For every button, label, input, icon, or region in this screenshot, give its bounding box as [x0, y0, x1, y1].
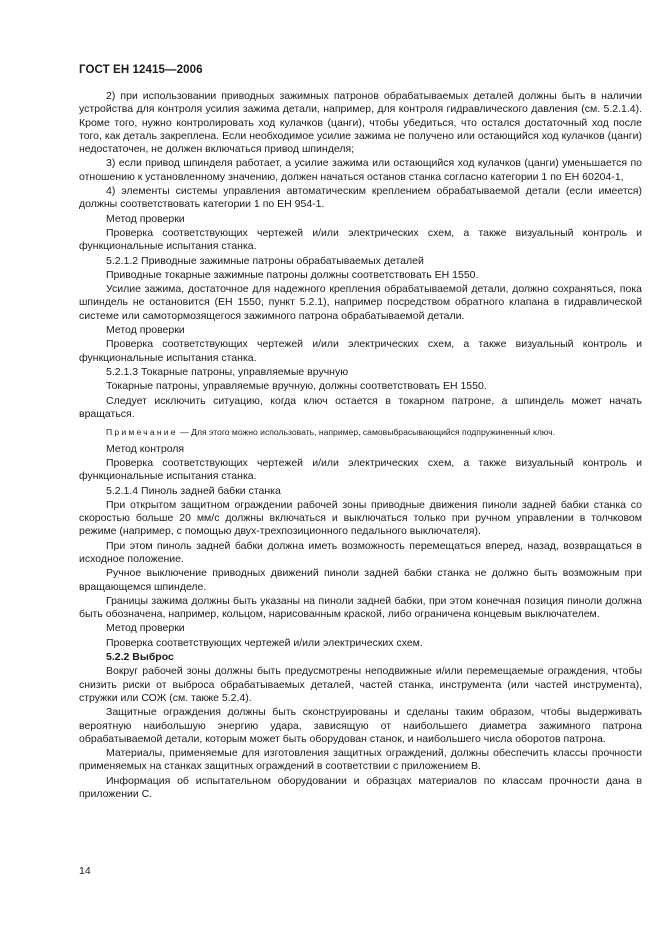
paragraph: 4) элементы системы управления автоматическим креплением обрабатываемой детали (если имеется) должны соответствовать категории 1 по ЕН 954-1.	[79, 185, 642, 211]
paragraph: Проверка соответствующих чертежей и/или электрических схем, а также визуальный контроль и функциональные испытания станка.	[79, 456, 642, 483]
paragraph: Информация об испытательном оборудовании и образцах материалов по классам прочности дана в приложении С.	[79, 774, 642, 801]
paragraph: Ручное выключение приводных движений пиноли задней бабки станка не должно быть возможным при вращающемся шпинделе.	[79, 567, 642, 593]
document-body	[79, 90, 642, 802]
paragraph: Следует исключить ситуацию, когда ключ остается в токарном патроне, а шпиндель может начать вращаться.	[79, 394, 642, 420]
page-number: 14	[79, 865, 91, 877]
paragraph: 3) если привод шпинделя работает, а усилие зажима или остающийся ход кулачков (цанги) уменьшается по отношению к установленному значению, должен начаться останов станка согласно категории 1 по ЕН 60204-1,	[79, 157, 642, 183]
paragraph: Проверка соответствующих чертежей и/или электрических схем.	[106, 636, 423, 649]
document-header: ГОСТ ЕН 12415—2006	[79, 64, 203, 76]
paragraph: Защитные ограждения должны быть сконструированы и сделаны таким образом, чтобы выдерживать вероятную наибольшую энергию удара, зависящую от наибольшего диаметра зажимного патрона обрабатываемой детали, которым может быть оборудован станок, и наибольшего числа оборотов патрона.	[79, 706, 642, 745]
method-heading: Метод проверки	[106, 324, 185, 337]
method-heading: Метод контроля	[106, 442, 185, 455]
paragraph: Токарные патроны, управляемые вручную, должны соответствовать ЕН 1550.	[106, 380, 487, 393]
note-label: Примечание	[106, 427, 178, 438]
paragraph: Проверка соответствующих чертежей и/или электрических схем, а также визуальный контроль и функциональные испытания станка.	[79, 226, 642, 253]
paragraph: При открытом защитном ограждении рабочей зоны приводные движения пиноли задней бабки станка со скоростью больше 20 мм/с должны включаться и выключаться только при ручном управлении в толчковом режиме (например, с помощью двух-трехпозиционного педального выключателя).	[79, 498, 642, 538]
paragraph: Материалы, применяемые для изготовления защитных ограждений, должны обеспечить классы прочности применяемых на станках защитных ограждений в соответствии с приложением В.	[79, 747, 642, 773]
paragraph: Приводные токарные зажимные патроны должны соответствовать ЕН 1550.	[106, 268, 479, 281]
paragraph: Границы зажима должны быть указаны на пиноли задней бабки, при этом конечная позиция пиноли должна быть обозначена, например, кольцом, нарисованным краской, либо ограничена концевым выключателем.	[79, 594, 642, 621]
paragraph: Усилие зажима, достаточное для надежного крепления обрабатываемой детали, должно сохраняться, пока шпиндель не остановится (ЕН 1550, пункт 5.2.1), например посредством обратного клапана в гидравлической системе или самотормозящегося зажимного патрона обрабатываемой детали.	[79, 283, 642, 322]
method-heading: Метод проверки	[106, 622, 185, 635]
section-heading: 5.2.1.3 Токарные патроны, управляемые вручную	[106, 365, 349, 378]
section-heading: 5.2.1.2 Приводные зажимные патроны обрабатываемых деталей	[106, 254, 424, 267]
section-heading: 5.2.1.4 Пиноль задней бабки станка	[106, 484, 281, 497]
note-text: — Для этого можно использовать, например, самовыбрасывающийся подпружиненный ключ.	[180, 427, 555, 438]
section-heading: 5.2.2 Выброс	[106, 651, 174, 664]
paragraph: 2) при использовании приводных зажимных патронов обрабатываемых деталей должны быть в наличии устройства для контроля усилия зажима детали, например, для контроля гидравлического давления (см. 5.2.1.4). Кроме того, нужно контролировать ход кулачков (цанги), чтобы убедиться, что остался достаточный ход после того, как деталь закреплена. Если необходимое усилие зажима не получено или остающийся ход кулачков (цанги) недостаточен, не должен включаться привод шпинделя;	[79, 90, 642, 156]
paragraph: При этом пиноль задней бабки должна иметь возможность перемещаться вперед, назад, возвращаться в исходное положение.	[79, 539, 642, 565]
method-heading: Метод проверки	[106, 212, 185, 225]
paragraph: Вокруг рабочей зоны должны быть предусмотрены неподвижные и/или перемещаемые ограждения, чтобы снизить риски от выброса обрабатываемых деталей, частей станка, инструмента (или частей инструмента), стружки или СОЖ (см. также 5.2.4).	[79, 665, 642, 704]
paragraph: Проверка соответствующих чертежей и/или электрических схем, а также визуальный контроль и функциональные испытания станка.	[79, 338, 642, 364]
note	[79, 426, 642, 439]
